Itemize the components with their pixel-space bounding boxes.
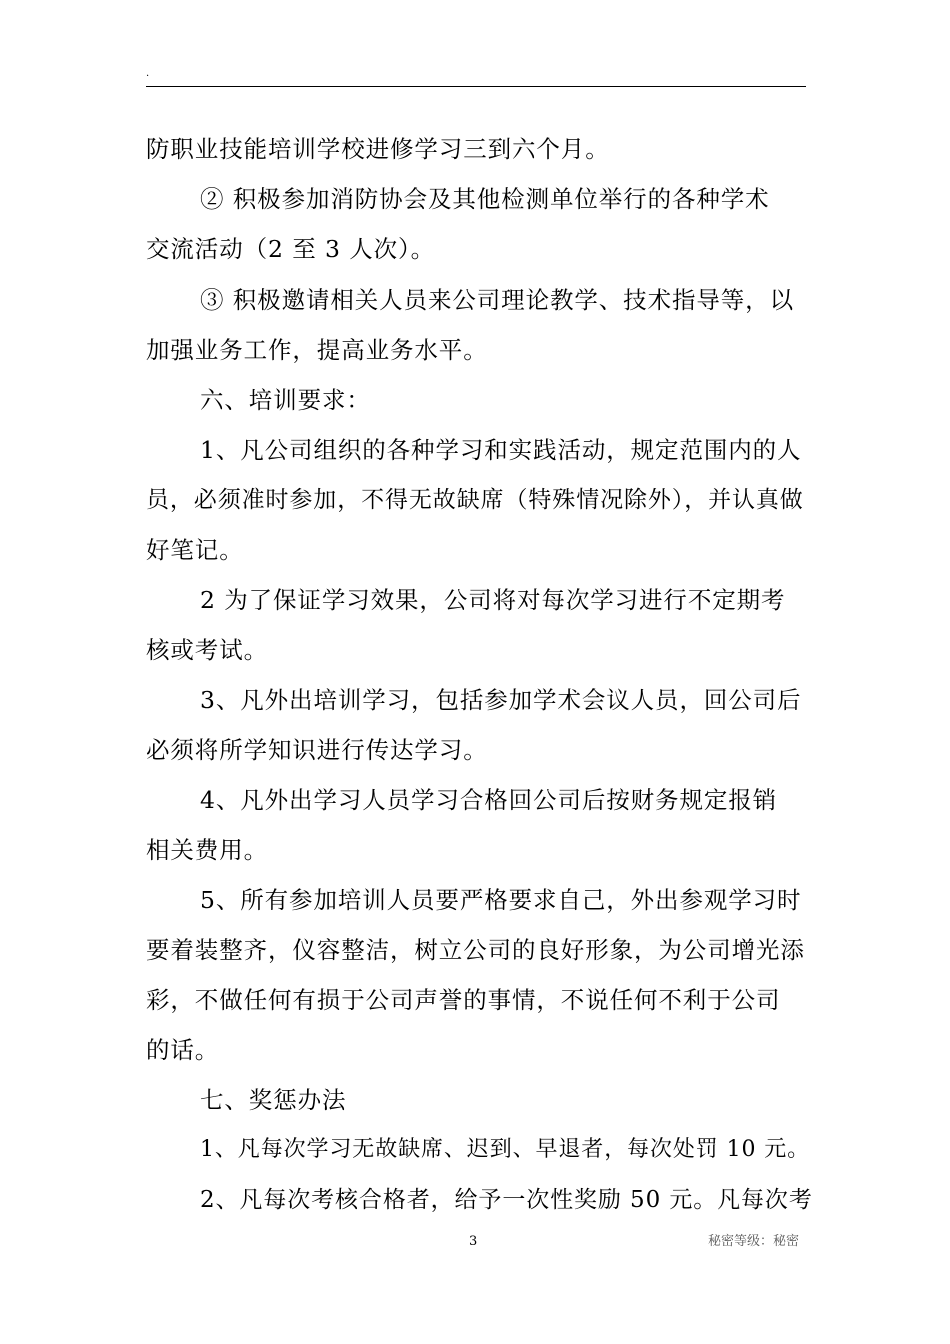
section-heading: 七、奖惩办法 (200, 1086, 347, 1114)
text-line: 加强业务工作，提高业务水平。 (146, 336, 488, 364)
text-line: 员，必须准时参加，不得无故缺席（特殊情况除外），并认真做 (146, 487, 804, 513)
text-line: 要着装整齐，仪容整洁，树立公司的良好形象，为公司增光添 (146, 936, 805, 964)
text-line: 5、所有参加培训人员要严格要求自己，外出参观学习时 (200, 886, 802, 914)
text-line: 4、凡外出学习人员学习合格回公司后按财务规定报销 (200, 786, 778, 814)
text-line: 1、凡每次学习无故缺席、迟到、早退者，每次处罚 10 元。 (200, 1137, 811, 1162)
text-line: 3、凡外出培训学习，包括参加学术会议人员，回公司后 (200, 686, 802, 714)
secrecy-level: 秘密等级：秘密 (708, 1234, 800, 1249)
text-line: 好笔记。 (146, 536, 244, 564)
text-line: ③ 积极邀请相关人员来公司理论教学、技术指导等，以 (200, 286, 794, 314)
text-line: 彩，不做任何有损于公司声誉的事情，不说任何不利于公司 (146, 986, 781, 1014)
section-heading: 六、培训要求： (200, 386, 371, 414)
header-rule (146, 86, 806, 87)
text-line: 必须将所学知识进行传达学习。 (146, 736, 488, 764)
text-line: 2、凡每次考核合格者，给予一次性奖励 50 元。凡每次考 (200, 1187, 813, 1213)
text-line: 1、凡公司组织的各种学习和实践活动，规定范围内的人 (200, 436, 802, 464)
text-line: 核或考试。 (146, 636, 268, 664)
text-line: 交流活动（2 至 3 人次）。 (146, 235, 436, 263)
header-mark: . (146, 68, 150, 79)
text-line: ② 积极参加消防协会及其他检测单位举行的各种学术 (200, 185, 770, 213)
text-line: 防职业技能培训学校进修学习三到六个月。 (146, 135, 610, 163)
page-number: 3 (469, 1234, 478, 1249)
text-line: 相关费用。 (146, 836, 268, 864)
text-line: 的话。 (146, 1036, 220, 1064)
text-line: 2 为了保证学习效果，公司将对每次学习进行不定期考 (200, 586, 786, 614)
